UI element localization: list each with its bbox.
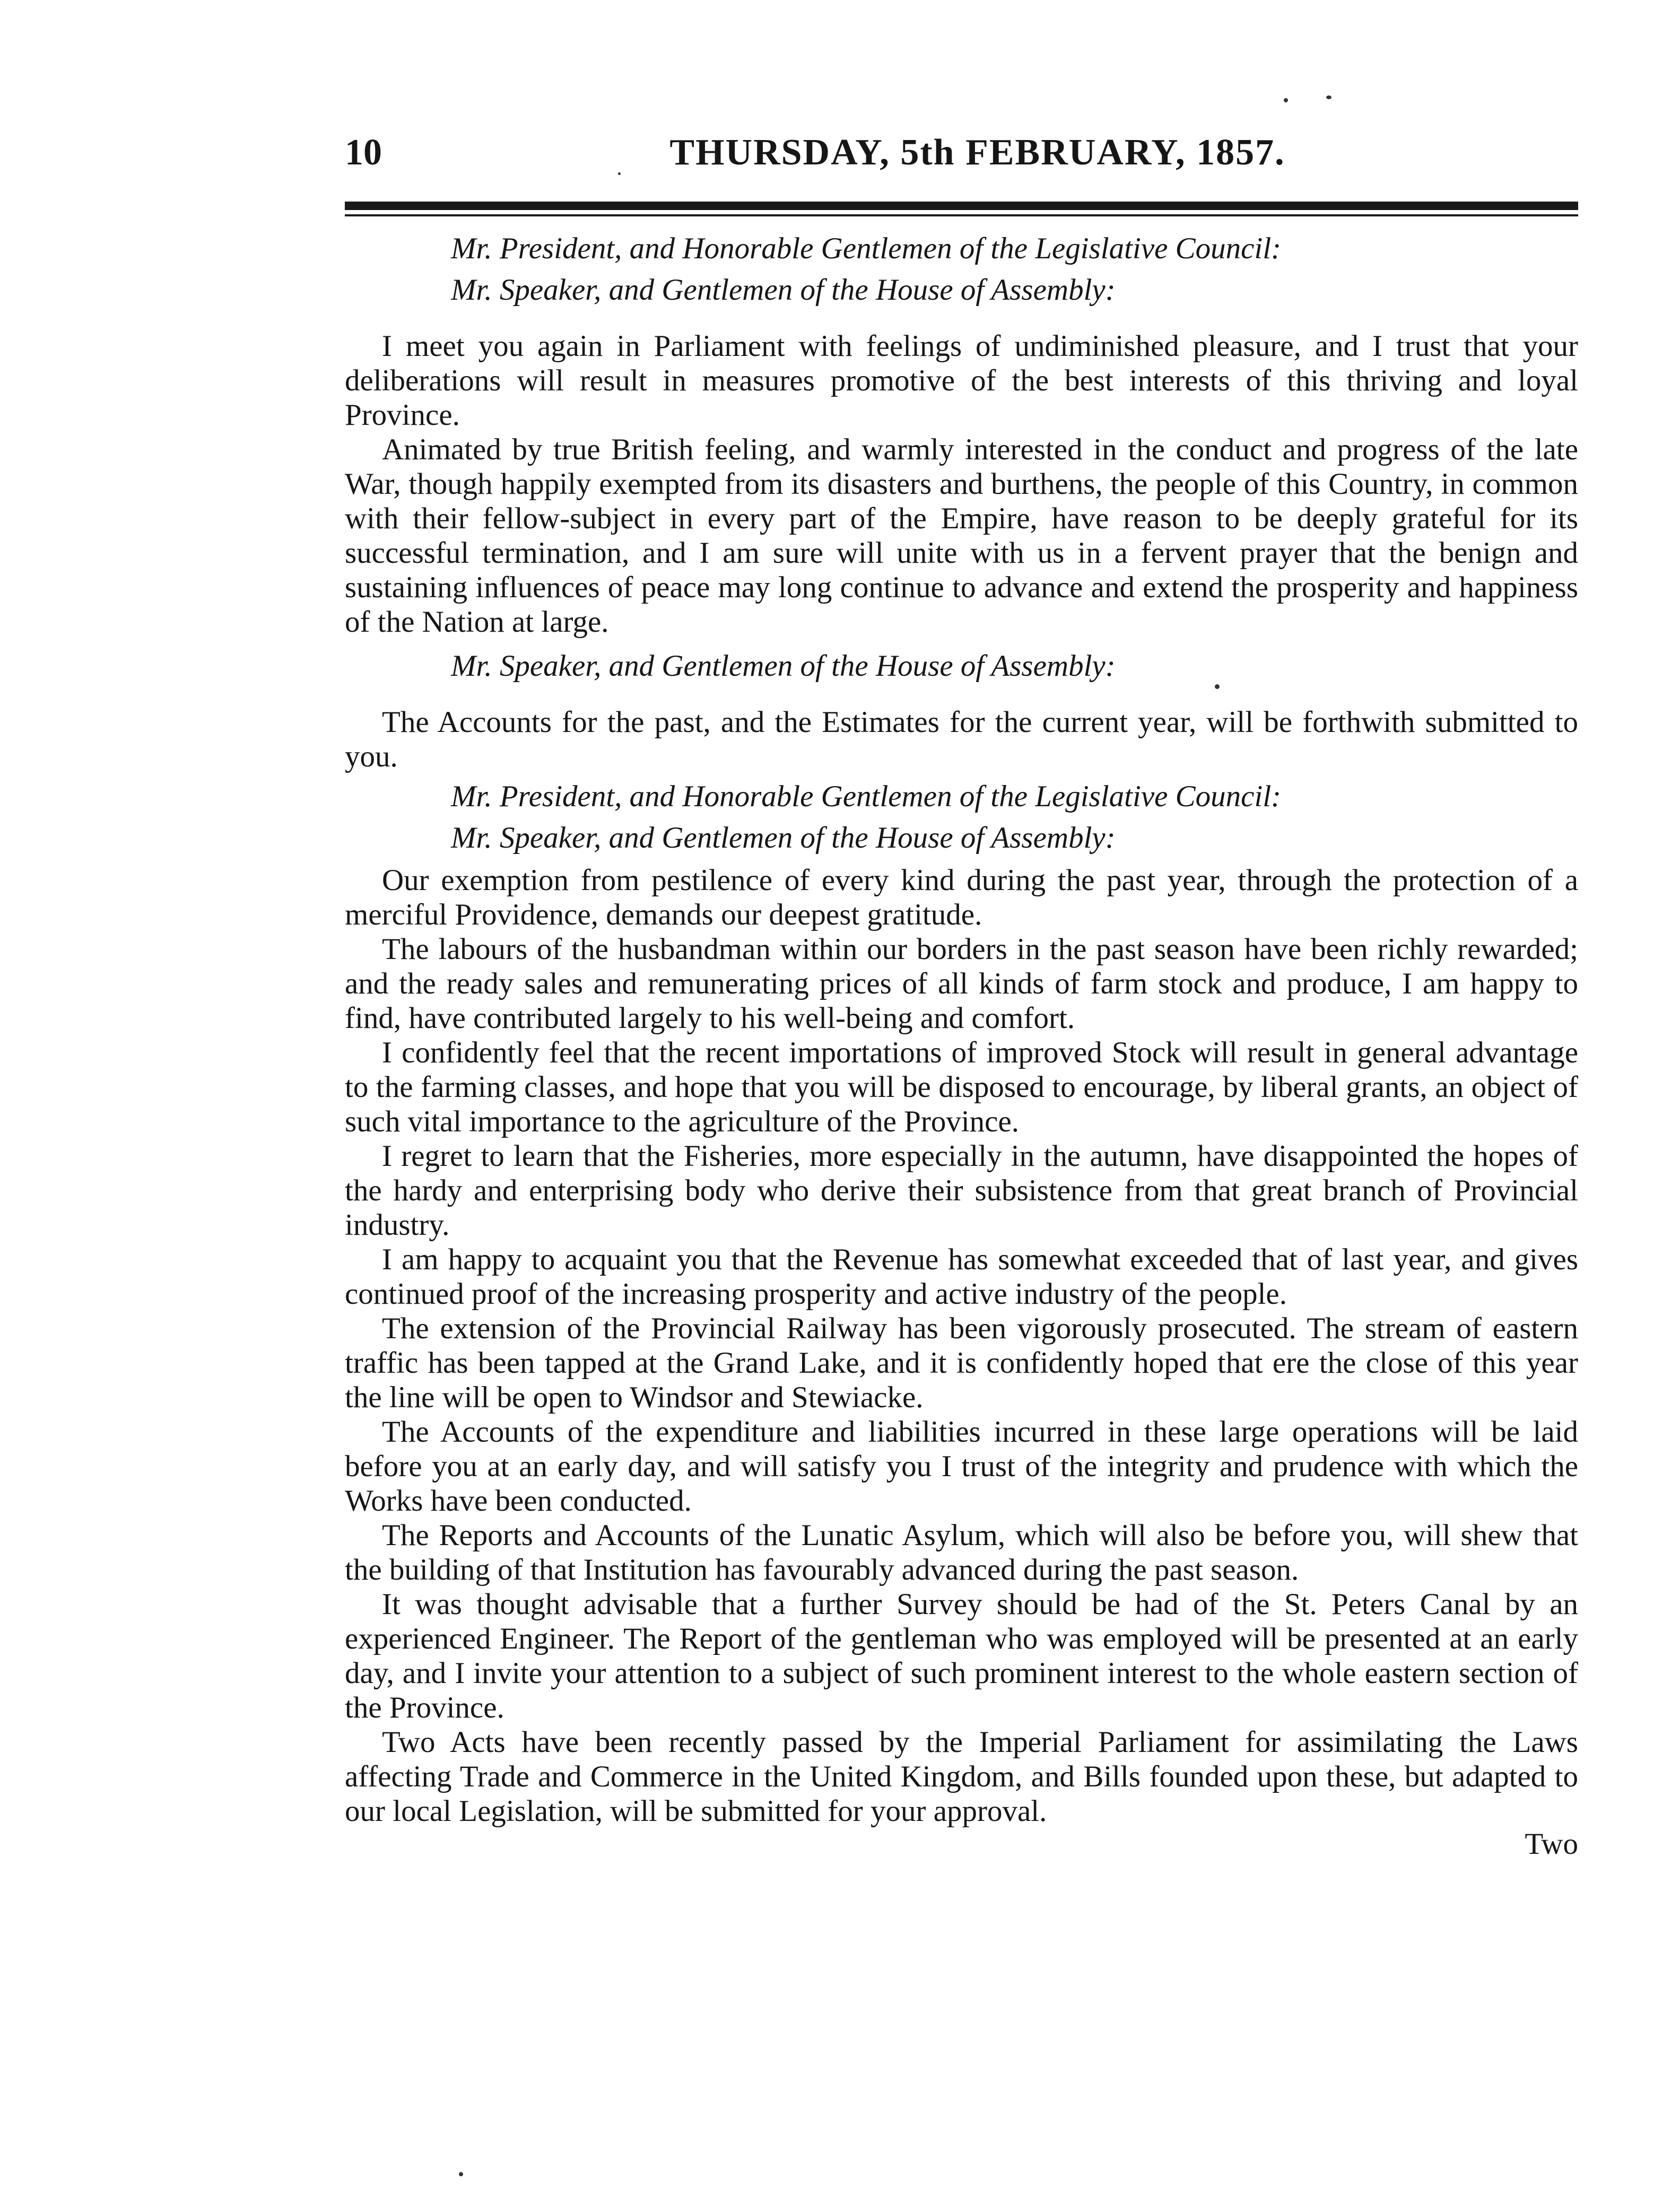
scan-speck xyxy=(1326,95,1331,99)
header-rule-thin xyxy=(345,214,1578,216)
paragraph: I meet you again in Parliament with feelings of undiminished pleasure, and I trust that your deliberations will result in measures promotive of the best interests of this thriving and loyal Province. xyxy=(345,329,1578,432)
salutation-council: Mr. President, and Honorable Gentlemen of the Legislative Council: xyxy=(451,780,1282,813)
paragraph: It was thought advisable that a further Survey should be had of the St. Peters Canal by an experienced Engineer. The Report of the gentleman who was employed will be presented at an early day, and I invite your attention to a subject of such prominent interest to the whole eastern section of the Province. xyxy=(345,1588,1578,1724)
scan-speck xyxy=(459,2172,463,2176)
catchword: Two xyxy=(1525,1827,1578,1861)
page-number: 10 xyxy=(345,132,382,173)
paragraph: The Accounts of the expenditure and liabilities incurred in these large operations will be laid before you at an early day, and will satisfy you I trust of the integrity and prudence with which the Works have been conducted. xyxy=(345,1415,1578,1518)
paragraph: The Reports and Accounts of the Lunatic Asylum, which will also be before you, will shew that the building of that Institution has favourably advanced during the past season. xyxy=(345,1519,1578,1586)
paragraph: The Accounts for the past, and the Estimates for the current year, will be forthwith submitted to you. xyxy=(345,705,1578,773)
paragraph: The extension of the Provincial Railway has been vigorously prosecuted. The stream of eastern traffic has been tapped at the Grand Lake, and it is confidently hoped that ere the close of this year the line will be open to Windsor and Stewiacke. xyxy=(345,1312,1578,1414)
paragraph: Animated by true British feeling, and warmly interested in the conduct and progress of the late War, though happily exempted from its disasters and burthens, the people of this Country, in common with their fellow-subject in every part of the Empire, have reason to be deeply grateful for its successful termination, and I am sure will unite with us in a fervent prayer that the benign and sustaining influences of peace may long continue to advance and extend the prosperity and happiness of the Nation at large. xyxy=(345,433,1578,639)
scan-speck xyxy=(1215,684,1220,689)
document-page xyxy=(345,0,1578,2197)
paragraph: The labours of the husbandman within our borders in the past season have been richly rewarded; and the ready sales and remunerating prices of all kinds of farm stock and produce, I am happy to find, have contributed largely to his well-being and comfort. xyxy=(345,932,1578,1035)
page-header xyxy=(345,126,1578,179)
paragraph: I regret to learn that the Fisheries, more especially in the autumn, have disappointed the hopes of the hardy and enterprising body who derive their subsistence from that great branch of Provincial industry. xyxy=(345,1139,1578,1242)
salutation-block-2 xyxy=(345,646,1578,687)
salutation-block-3 xyxy=(345,776,1578,859)
salutation-assembly: Mr. Speaker, and Gentlemen of the House of Assembly: xyxy=(451,649,1116,683)
paragraph: Two Acts have been recently passed by the Imperial Parliament for assimilating the Laws affecting Trade and Commerce in the United Kingdom, and Bills founded upon these, but adapted to our local Legislation, will be submitted for your approval. xyxy=(345,1725,1578,1828)
salutation-assembly: Mr. Speaker, and Gentlemen of the House of Assembly: xyxy=(451,821,1116,855)
scan-speck xyxy=(618,172,621,175)
salutation-block-1 xyxy=(345,228,1578,311)
paragraph: I am happy to acquaint you that the Revenue has somewhat exceeded that of last year, and gives continued proof of the increasing prosperity and active industry of the people. xyxy=(345,1243,1578,1311)
running-head-date: THURSDAY, 5th FEBRUARY, 1857. xyxy=(669,132,1285,173)
header-rule-thick xyxy=(345,202,1578,210)
paragraph: Our exemption from pestilence of every kind during the past year, through the protection of a merciful Providence, demands our deepest gratitude. xyxy=(345,864,1578,931)
page-body xyxy=(345,228,1578,1860)
salutation-assembly: Mr. Speaker, and Gentlemen of the House of Assembly: xyxy=(451,273,1116,307)
scan-speck xyxy=(1284,98,1288,102)
salutation-council: Mr. President, and Honorable Gentlemen of the Legislative Council: xyxy=(451,232,1282,265)
paragraph: I confidently feel that the recent importations of improved Stock will result in general advantage to the farming classes, and hope that you will be disposed to encourage, by liberal grants, an object of such vital importance to the agriculture of the Province. xyxy=(345,1036,1578,1138)
